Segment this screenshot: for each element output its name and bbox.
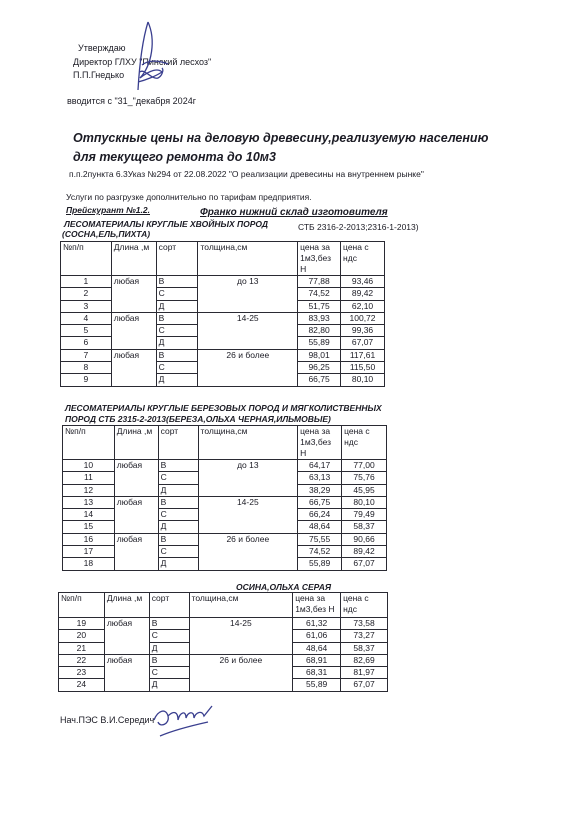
section-1-heading: ЛЕСОМАТЕРИАЛЫ КРУГЛЫЕ ХВОЙНЫХ ПОРОД bbox=[64, 219, 269, 229]
row-length bbox=[111, 337, 156, 349]
row-price-no-vat: 51,75 bbox=[298, 300, 341, 312]
table-row bbox=[59, 679, 388, 691]
row-thickness bbox=[198, 362, 298, 374]
row-thickness bbox=[198, 337, 298, 349]
table-row bbox=[63, 546, 387, 558]
row-price-vat: 73,27 bbox=[341, 630, 388, 642]
col-header-price-no-vat: цена за 1м3,без Н bbox=[293, 593, 341, 618]
table-header-row bbox=[59, 593, 388, 618]
row-thickness bbox=[198, 484, 298, 496]
row-sort: С bbox=[156, 362, 198, 374]
row-length: любая bbox=[104, 618, 149, 630]
row-price-no-vat: 55,89 bbox=[293, 679, 341, 691]
row-number: 3 bbox=[61, 300, 112, 312]
row-length: любая bbox=[114, 533, 158, 545]
row-price-vat: 67,07 bbox=[342, 558, 387, 570]
row-number: 14 bbox=[63, 509, 115, 521]
footer-signer: Нач.ПЭС В.И.Середич bbox=[60, 715, 155, 725]
col-header-thickness: толщина,см bbox=[189, 593, 293, 618]
row-number: 22 bbox=[59, 654, 105, 666]
row-price-vat: 89,42 bbox=[341, 288, 385, 300]
table-row bbox=[59, 667, 388, 679]
row-length: любая bbox=[114, 460, 158, 472]
effective-date: вводится с "31_"декабря 2024г bbox=[67, 96, 196, 106]
row-thickness: 26 и более bbox=[198, 349, 298, 361]
table-row bbox=[63, 521, 387, 533]
row-sort: С bbox=[156, 325, 198, 337]
row-thickness bbox=[198, 374, 298, 386]
row-price-no-vat: 48,64 bbox=[293, 642, 341, 654]
row-price-no-vat: 68,91 bbox=[293, 654, 341, 666]
services-note: Услуги по разгрузке дополнительно по тарифам предприятия. bbox=[66, 192, 312, 202]
col-header-length: Длина ,м bbox=[111, 242, 156, 276]
approval-line-1: Утверждаю bbox=[78, 43, 126, 53]
row-thickness: 14-25 bbox=[189, 618, 293, 630]
row-number: 18 bbox=[63, 558, 115, 570]
row-thickness: 26 и более bbox=[198, 533, 298, 545]
row-thickness bbox=[189, 630, 293, 642]
col-header-thickness: толщина,см bbox=[198, 242, 298, 276]
row-price-no-vat: 55,89 bbox=[298, 558, 342, 570]
row-length bbox=[114, 509, 158, 521]
row-number: 15 bbox=[63, 521, 115, 533]
director-signature bbox=[118, 20, 178, 95]
row-price-no-vat: 77,88 bbox=[298, 276, 341, 288]
row-thickness bbox=[198, 288, 298, 300]
row-thickness: до 13 bbox=[198, 276, 298, 288]
row-number: 9 bbox=[61, 374, 112, 386]
col-header-number: №п/п bbox=[61, 242, 112, 276]
row-price-vat: 89,42 bbox=[342, 546, 387, 558]
row-price-vat: 80,10 bbox=[342, 496, 387, 508]
table-row bbox=[61, 300, 385, 312]
row-thickness bbox=[189, 667, 293, 679]
table-row bbox=[59, 618, 388, 630]
table-row bbox=[61, 362, 385, 374]
row-price-no-vat: 98,01 bbox=[298, 349, 341, 361]
section-2-species: ПОРОД СТБ 2315-2-2013(БЕРЕЗА,ОЛЬХА ЧЕРНАЯ,ИЛЬМОВЫЕ) bbox=[65, 414, 331, 424]
row-sort: С bbox=[149, 667, 189, 679]
table-row bbox=[61, 374, 385, 386]
row-sort: Д bbox=[156, 300, 198, 312]
row-sort: Д bbox=[158, 484, 198, 496]
table-row bbox=[61, 325, 385, 337]
table-row bbox=[61, 276, 385, 288]
col-header-price-vat: цена с ндс bbox=[341, 242, 385, 276]
row-price-vat: 93,46 bbox=[341, 276, 385, 288]
col-header-number: №п/п bbox=[63, 426, 115, 460]
row-number: 5 bbox=[61, 325, 112, 337]
row-number: 16 bbox=[63, 533, 115, 545]
col-header-length: Длина ,м bbox=[104, 593, 149, 618]
table-row bbox=[63, 472, 387, 484]
price-table-birch bbox=[62, 425, 387, 571]
row-price-vat: 67,07 bbox=[341, 679, 388, 691]
legal-basis: п.п.2пункта 6.3Указ №294 от 22.08.2022 "О реализации древесины на внутреннем рынке" bbox=[69, 169, 424, 179]
row-number: 21 bbox=[59, 642, 105, 654]
row-price-no-vat: 96,25 bbox=[298, 362, 341, 374]
row-length: любая bbox=[111, 312, 156, 324]
row-length bbox=[111, 374, 156, 386]
row-price-vat: 62,10 bbox=[341, 300, 385, 312]
row-number: 8 bbox=[61, 362, 112, 374]
row-sort: В bbox=[156, 349, 198, 361]
row-sort: В bbox=[158, 496, 198, 508]
row-length bbox=[111, 362, 156, 374]
row-price-no-vat: 82,80 bbox=[298, 325, 341, 337]
row-length: любая bbox=[111, 276, 156, 288]
approval-line-2: Директор ГЛХУ "Пинский лесхоз" bbox=[73, 57, 212, 67]
row-price-vat: 77,00 bbox=[342, 460, 387, 472]
col-header-number: №п/п bbox=[59, 593, 105, 618]
row-length bbox=[114, 521, 158, 533]
row-price-vat: 58,37 bbox=[341, 642, 388, 654]
row-price-no-vat: 66,24 bbox=[298, 509, 342, 521]
document-subtitle: для текущего ремонта до 10м3 bbox=[73, 150, 276, 164]
row-number: 20 bbox=[59, 630, 105, 642]
row-number: 19 bbox=[59, 618, 105, 630]
price-table-coniferous bbox=[60, 241, 385, 387]
row-thickness bbox=[198, 300, 298, 312]
row-length bbox=[104, 642, 149, 654]
row-price-vat: 58,37 bbox=[342, 521, 387, 533]
row-price-no-vat: 38,29 bbox=[298, 484, 342, 496]
table-row bbox=[63, 496, 387, 508]
row-price-no-vat: 63,13 bbox=[298, 472, 342, 484]
row-sort: С bbox=[156, 288, 198, 300]
row-length bbox=[114, 472, 158, 484]
row-price-no-vat: 68,31 bbox=[293, 667, 341, 679]
col-header-price-no-vat: цена за 1м3,без Н bbox=[298, 242, 341, 276]
row-sort: С bbox=[158, 546, 198, 558]
row-length bbox=[104, 667, 149, 679]
row-sort: В bbox=[158, 460, 198, 472]
row-number: 6 bbox=[61, 337, 112, 349]
col-header-price-vat: цена с ндс bbox=[342, 426, 387, 460]
document-title: Отпускные цены на деловую древесину,реализуемую населению bbox=[73, 131, 489, 145]
section-3-heading: ОСИНА,ОЛЬХА СЕРАЯ bbox=[236, 582, 332, 592]
row-thickness: 14-25 bbox=[198, 312, 298, 324]
row-length: любая bbox=[114, 496, 158, 508]
row-price-vat: 99,36 bbox=[341, 325, 385, 337]
table-row bbox=[61, 349, 385, 361]
row-thickness bbox=[189, 679, 293, 691]
row-price-no-vat: 75,55 bbox=[298, 533, 342, 545]
row-thickness bbox=[198, 509, 298, 521]
row-price-vat: 81,97 bbox=[341, 667, 388, 679]
row-length bbox=[104, 630, 149, 642]
row-price-no-vat: 83,93 bbox=[298, 312, 341, 324]
row-sort: Д bbox=[149, 642, 189, 654]
row-number: 11 bbox=[63, 472, 115, 484]
row-thickness bbox=[198, 325, 298, 337]
table-header-row bbox=[63, 426, 387, 460]
table-row bbox=[59, 642, 388, 654]
table-row bbox=[63, 460, 387, 472]
section-2-heading: ЛЕСОМАТЕРИАЛЫ КРУГЛЫЕ БЕРЕЗОВЫХ ПОРОД И МЯГКОЛИСТВЕННЫХ bbox=[65, 403, 382, 413]
row-price-vat: 117,61 bbox=[341, 349, 385, 361]
row-sort: Д bbox=[156, 374, 198, 386]
col-header-price-vat: цена с ндс bbox=[341, 593, 388, 618]
row-price-vat: 115,50 bbox=[341, 362, 385, 374]
row-sort: Д bbox=[156, 337, 198, 349]
row-sort: В bbox=[156, 312, 198, 324]
table-header-row bbox=[61, 242, 385, 276]
row-length bbox=[114, 558, 158, 570]
row-length bbox=[111, 325, 156, 337]
row-sort: В bbox=[156, 276, 198, 288]
row-price-vat: 45,95 bbox=[342, 484, 387, 496]
row-price-vat: 67,07 bbox=[341, 337, 385, 349]
row-number: 24 bbox=[59, 679, 105, 691]
row-sort: С bbox=[149, 630, 189, 642]
row-price-no-vat: 74,52 bbox=[298, 288, 341, 300]
row-length: любая bbox=[104, 654, 149, 666]
table-row bbox=[61, 288, 385, 300]
row-sort: В bbox=[158, 533, 198, 545]
row-number: 7 bbox=[61, 349, 112, 361]
col-header-thickness: толщина,см bbox=[198, 426, 298, 460]
row-thickness bbox=[198, 521, 298, 533]
row-length bbox=[111, 300, 156, 312]
row-number: 12 bbox=[63, 484, 115, 496]
col-header-sort: сорт bbox=[158, 426, 198, 460]
row-price-no-vat: 64,17 bbox=[298, 460, 342, 472]
row-price-vat: 90,66 bbox=[342, 533, 387, 545]
row-sort: В bbox=[149, 654, 189, 666]
row-sort: С bbox=[158, 472, 198, 484]
table-row bbox=[63, 509, 387, 521]
row-number: 23 bbox=[59, 667, 105, 679]
economist-signature bbox=[150, 700, 220, 745]
row-thickness bbox=[189, 642, 293, 654]
price-list-number: Прейскурант №1.2. bbox=[66, 205, 150, 215]
row-length bbox=[114, 484, 158, 496]
row-price-vat: 100,72 bbox=[341, 312, 385, 324]
row-price-no-vat: 55,89 bbox=[298, 337, 341, 349]
row-price-vat: 73,58 bbox=[341, 618, 388, 630]
row-price-vat: 79,49 bbox=[342, 509, 387, 521]
section-1-standard: СТБ 2316-2-2013;2316-1-2013) bbox=[298, 222, 419, 232]
section-1-species: (СОСНА,ЕЛЬ,ПИХТА) bbox=[62, 229, 151, 239]
row-length bbox=[111, 288, 156, 300]
row-number: 13 bbox=[63, 496, 115, 508]
row-thickness bbox=[198, 472, 298, 484]
row-price-no-vat: 48,64 bbox=[298, 521, 342, 533]
col-header-length: Длина ,м bbox=[114, 426, 158, 460]
row-price-vat: 82,69 bbox=[341, 654, 388, 666]
col-header-price-no-vat: цена за 1м3,без Н bbox=[298, 426, 342, 460]
table-row bbox=[63, 558, 387, 570]
row-thickness bbox=[198, 546, 298, 558]
row-sort: С bbox=[158, 509, 198, 521]
row-length bbox=[104, 679, 149, 691]
row-price-no-vat: 66,75 bbox=[298, 496, 342, 508]
row-length bbox=[114, 546, 158, 558]
table-row bbox=[61, 312, 385, 324]
row-price-no-vat: 61,32 bbox=[293, 618, 341, 630]
table-row bbox=[59, 654, 388, 666]
row-number: 17 bbox=[63, 546, 115, 558]
table-row bbox=[63, 533, 387, 545]
row-sort: Д bbox=[158, 521, 198, 533]
col-header-sort: сорт bbox=[156, 242, 198, 276]
row-length: любая bbox=[111, 349, 156, 361]
col-header-sort: сорт bbox=[149, 593, 189, 618]
row-thickness bbox=[198, 558, 298, 570]
row-price-no-vat: 61,06 bbox=[293, 630, 341, 642]
row-sort: Д bbox=[149, 679, 189, 691]
row-price-no-vat: 66,75 bbox=[298, 374, 341, 386]
franco-label: Франко нижний склад изготовителя bbox=[200, 207, 388, 218]
row-price-vat: 75,76 bbox=[342, 472, 387, 484]
row-thickness: 26 и более bbox=[189, 654, 293, 666]
table-row bbox=[59, 630, 388, 642]
row-number: 4 bbox=[61, 312, 112, 324]
row-price-vat: 80,10 bbox=[341, 374, 385, 386]
price-table-aspen bbox=[58, 592, 388, 692]
approval-line-3: П.П.Гнедько bbox=[73, 70, 125, 80]
row-number: 10 bbox=[63, 460, 115, 472]
row-number: 1 bbox=[61, 276, 112, 288]
row-sort: В bbox=[149, 618, 189, 630]
table-row bbox=[63, 484, 387, 496]
row-price-no-vat: 74,52 bbox=[298, 546, 342, 558]
row-thickness: 14-25 bbox=[198, 496, 298, 508]
table-row bbox=[61, 337, 385, 349]
row-sort: Д bbox=[158, 558, 198, 570]
row-thickness: до 13 bbox=[198, 460, 298, 472]
row-number: 2 bbox=[61, 288, 112, 300]
